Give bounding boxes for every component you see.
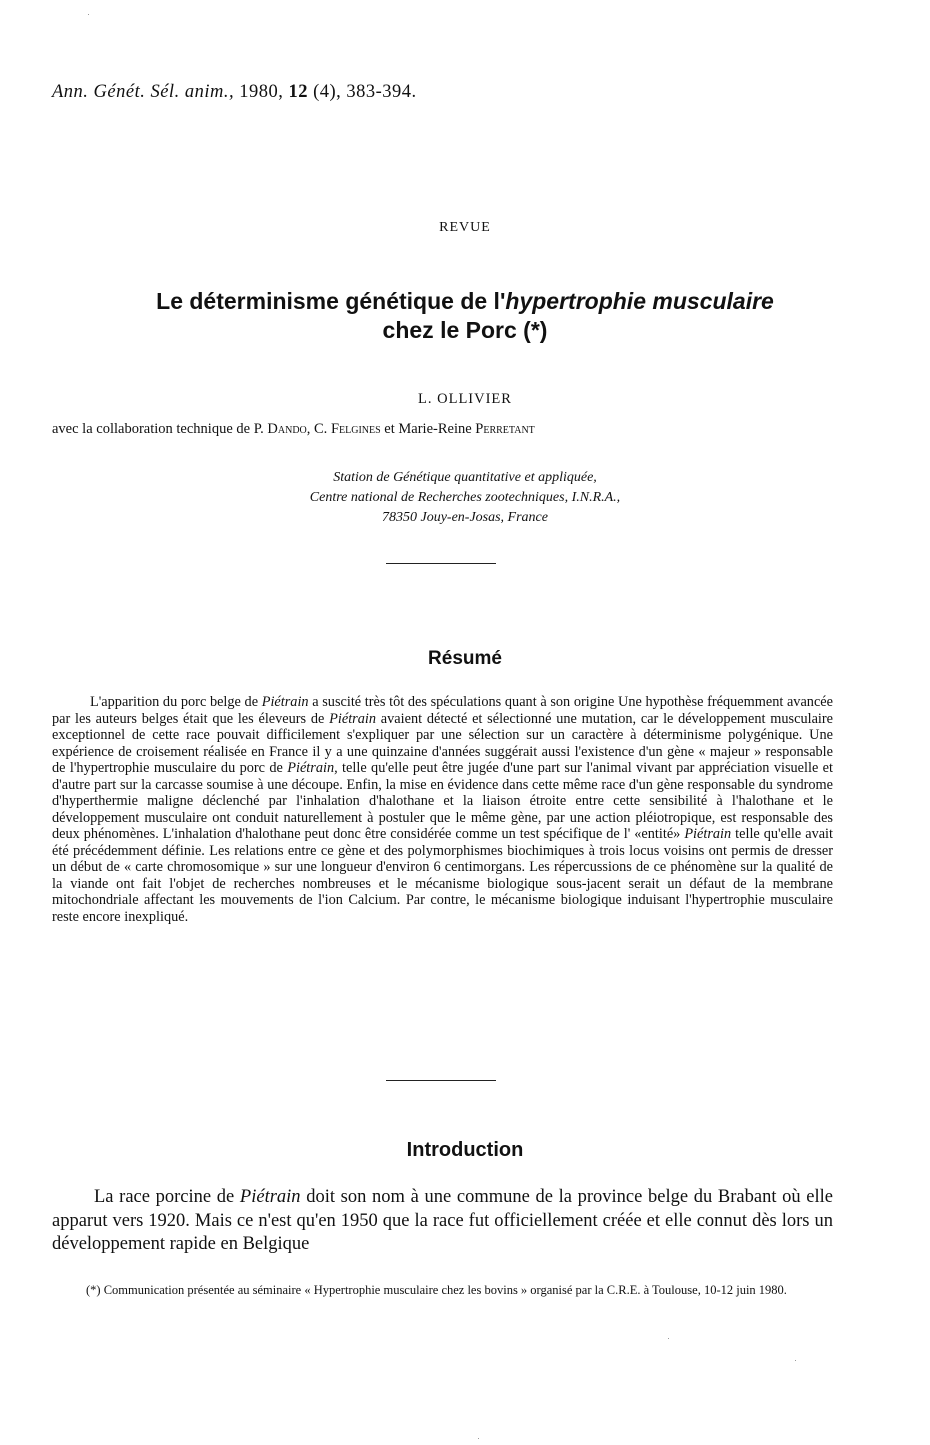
abstract-heading: Résumé xyxy=(428,648,502,669)
collaboration-line xyxy=(52,421,838,438)
affiliation xyxy=(0,468,930,528)
scan-speck xyxy=(795,1360,796,1361)
collab-prefix: avec la collaboration technique de P. xyxy=(52,421,268,437)
footnote xyxy=(52,1283,833,1298)
affiliation-line1: Station de Génétique quantitative et appliquée, xyxy=(333,470,597,485)
paper-title xyxy=(40,287,890,345)
intro-text: La race porcine de xyxy=(94,1187,240,1207)
abstract-italic: Piétrain xyxy=(684,826,732,842)
title-part1: Le déterminisme génétique de l' xyxy=(156,288,506,314)
abstract-text: avaient détecté et sélectionné une mutation, car le développement musculaire exceptionnel de cette race pouvait difficilement s'expliquer par une sélection sur un caractère à déterminisme polygénique. Une expérience de croisement réalisée en France il y a une quinzaine d'années suggérait aussi l'existence d'un gène « majeur » responsable de l'hypertrophie musculaire du porc de xyxy=(52,710,833,776)
affiliation-line2: Centre national de Recherches zootechniques, I.N.R.A., xyxy=(309,490,621,505)
section-label: REVUE xyxy=(439,220,491,235)
title-italic: hypertrophie musculaire xyxy=(505,288,774,314)
divider-rule xyxy=(386,563,496,564)
abstract-body xyxy=(52,694,833,925)
affiliation-line3: 78350 Jouy-en-Josas, France xyxy=(381,510,548,525)
footnote-text: (*) Communication présentée au séminaire « Hypertrophie musculaire chez les bovins » organisé par la C.R.E. à Toulouse, 10-12 juin 1980. xyxy=(86,1283,787,1297)
journal-citation xyxy=(52,82,417,103)
author: L. OLLIVIER xyxy=(418,391,512,407)
intro-paragraph xyxy=(52,1186,833,1257)
collab-sep1: , C. xyxy=(306,421,331,437)
collab-sep2: et Marie-Reine xyxy=(380,421,476,437)
scan-speck xyxy=(88,14,89,15)
collab-name-dando: Dando xyxy=(267,421,307,437)
introduction-body xyxy=(52,1186,833,1257)
collab-name-perretant: Perretant xyxy=(475,421,535,437)
abstract-paragraph xyxy=(52,694,833,925)
title-line2: chez le Porc (*) xyxy=(382,317,548,343)
citation-volume: 12 xyxy=(288,82,308,102)
abstract-text: telle qu'elle avait été précédemment définie. Les relations entre ce gène et des polymorphismes biochimiques à trois locus voisins ont permis de dresser un début de « carte chromosomique » sur une longueur d'environ 6 centimorgans. Les répercussions de ce phénomène sur la qualité de la viande ont fait l'objet de recherches nombreuses et le mécanisme biologique sous-jacent serait un défaut de la membrane mitochondriale affectant les mouvements de l'ion Calcium. Par contre, le mécanisme biologique induisant l'hypertrophie musculaire reste encore inexpliqué. xyxy=(52,826,834,925)
intro-italic: Piétrain xyxy=(239,1187,301,1207)
scan-speck xyxy=(668,1338,669,1339)
citation-year: 1980, xyxy=(239,82,284,102)
abstract-italic: Piétrain xyxy=(261,694,309,710)
journal-name: Ann. Génét. Sél. anim., xyxy=(52,82,235,102)
abstract-text: L'apparition du porc belge de xyxy=(90,694,262,710)
collab-name-felgines: Felgines xyxy=(330,421,381,437)
divider-rule xyxy=(386,1080,496,1081)
introduction-heading: Introduction xyxy=(406,1139,524,1161)
intro-text: doit son nom à une commune de la province belge du Brabant où elle apparut vers 1920. Mais ce n'est qu'en 1950 que la race fut officiellement créée et elle connut dès lors un développement rapide en Belgique xyxy=(52,1187,834,1254)
abstract-text: telle qu'elle peut être jugée d'une part sur l'animal vivant par appréciation visuelle et d'autre part sur la carcasse soumise à une découpe. Enfin, la mise en évidence dans cette même race d'un gène responsable du syndrome d'hyperthermie maligne déclenché par l'inhalation d'halothane et la liaison étroite entre cette sensibilité à l'halothane et le développement musculaire ont conduit naturellement à postuler que le même gène, par une action pléiotropique, est responsable des deux phénomènes. L'inhalation d'halothane peut donc être considérée comme un test spécifique de l' «entité» xyxy=(52,760,833,842)
abstract-italic: Piétrain xyxy=(329,710,377,727)
scan-speck xyxy=(478,1438,479,1439)
abstract-italic: Piétrain, xyxy=(287,760,338,776)
citation-issue-pages: (4), 383-394. xyxy=(313,82,417,102)
abstract-text: a suscité très tôt des spéculations quant à son origine Une hypothèse fréquemment avancée par les auteurs belges était que les éleveurs de xyxy=(52,694,833,727)
